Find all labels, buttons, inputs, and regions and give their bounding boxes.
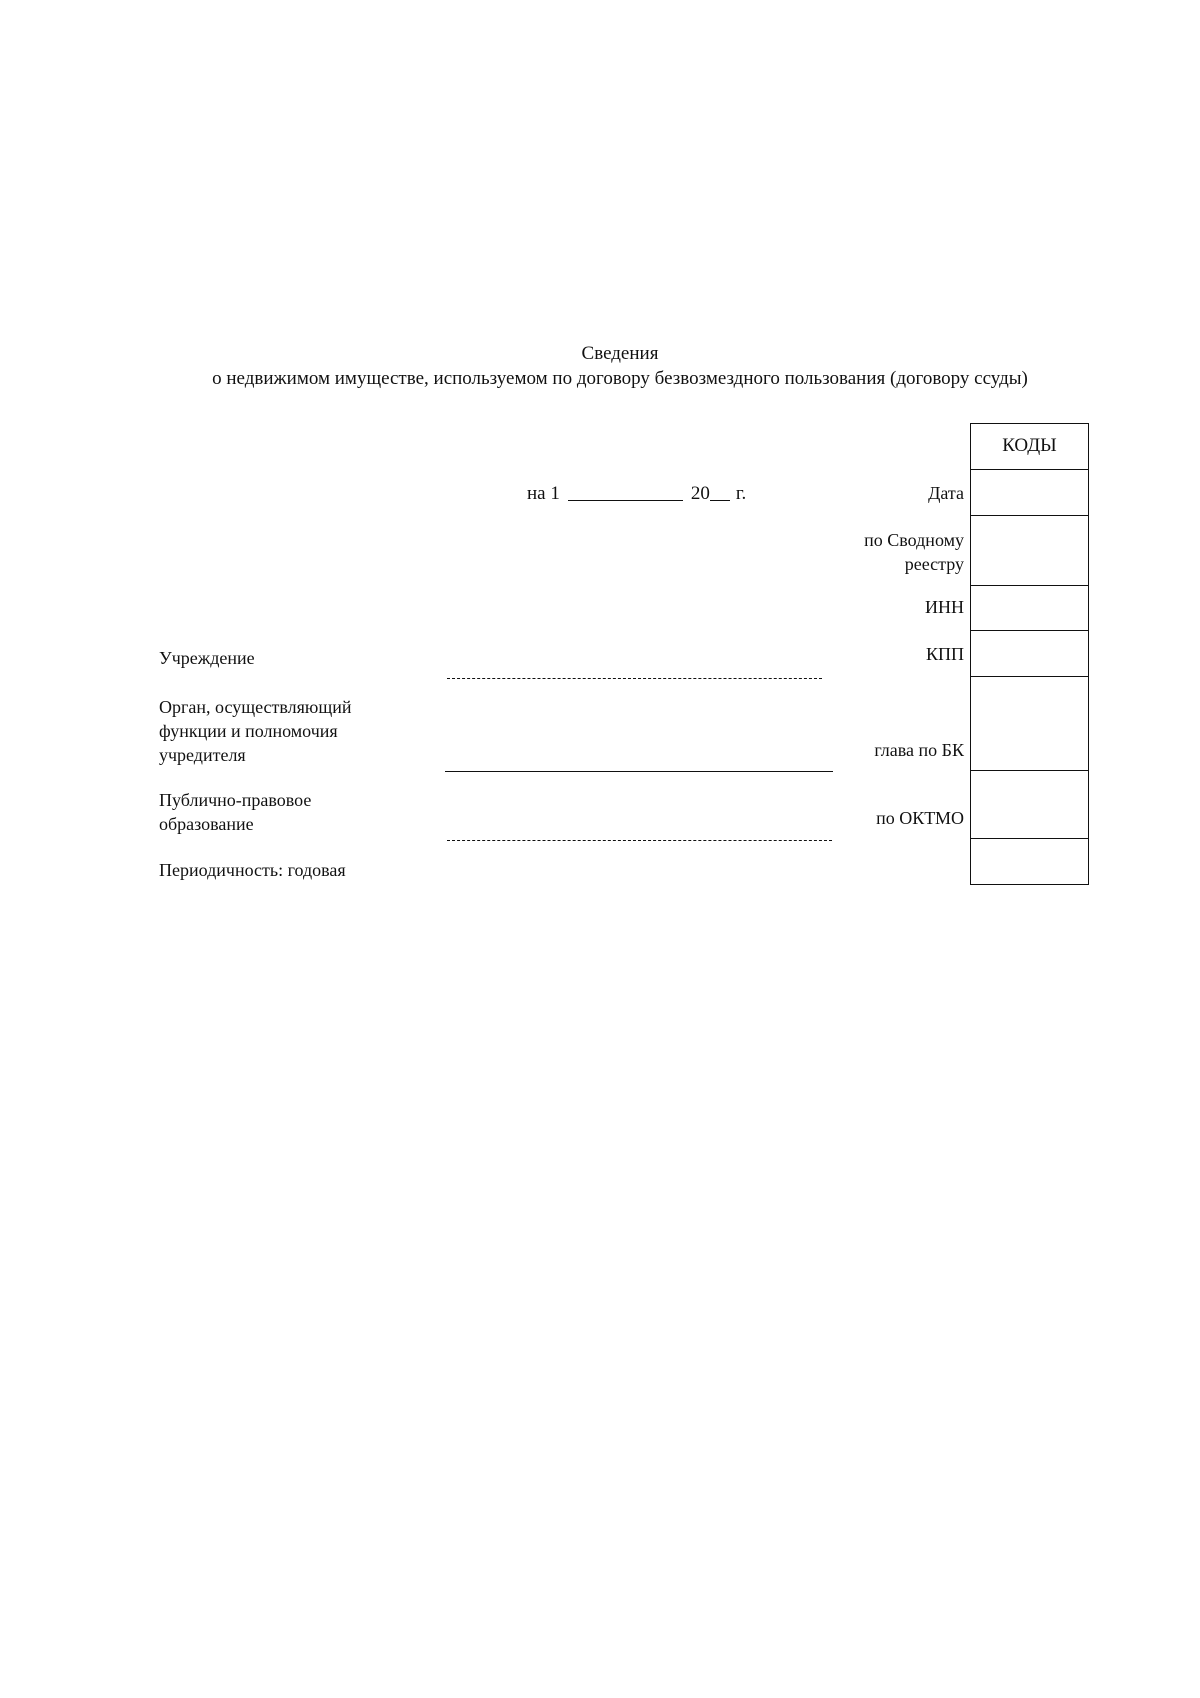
founder-fill-line[interactable] [445,771,833,772]
code-cell-registry[interactable] [972,517,1087,584]
founder-label-line2: функции и полномочия [159,721,338,741]
code-label-bk-chapter: глава по БК [874,740,964,760]
code-label-registry-line2: реестру [904,554,964,574]
report-date-line [527,483,746,505]
document-subtitle: о недвижимом имуществе, используемом по договору безвозмездного пользования (договору ссуды) [212,368,1028,389]
public-entity-fill-line[interactable] [447,840,832,841]
code-cell-periodicity[interactable] [972,840,1087,883]
code-label-inn: ИНН [925,597,964,617]
founder-label-line3: учредителя [159,745,246,765]
date-year-blank[interactable] [710,500,730,501]
codes-separator [970,469,1089,470]
code-cell-inn[interactable] [972,587,1087,629]
code-cell-date[interactable] [972,471,1087,514]
codes-separator [970,515,1089,516]
date-suffix: г. [735,483,747,504]
public-entity-label-line1: Публично-правовое [159,790,312,810]
founder-label-line1: Орган, осуществляющий [159,697,352,717]
code-label-registry-line1: по Сводному [864,530,964,550]
codes-separator [970,630,1089,631]
code-label-oktmo: по ОКТМО [876,808,964,828]
periodicity-label: Периодичность: годовая [159,860,346,880]
codes-separator [970,676,1089,677]
code-cell-oktmo[interactable] [972,772,1087,837]
codes-separator [970,585,1089,586]
institution-label: Учреждение [159,648,255,668]
code-label-kpp: КПП [925,644,964,664]
date-day-month-blank[interactable] [568,500,683,501]
document-title: Сведения [581,343,659,364]
date-prefix: на 1 [527,483,560,504]
public-entity-label-line2: образование [159,814,254,834]
institution-fill-line[interactable] [447,678,822,679]
code-label-date: Дата [928,483,964,503]
codes-separator [970,770,1089,771]
code-cell-kpp[interactable] [972,632,1087,675]
date-year-prefix: 20 [690,483,710,504]
codes-header: КОДЫ [1002,435,1057,456]
code-cell-bk-chapter[interactable] [972,678,1087,769]
codes-separator [970,838,1089,839]
